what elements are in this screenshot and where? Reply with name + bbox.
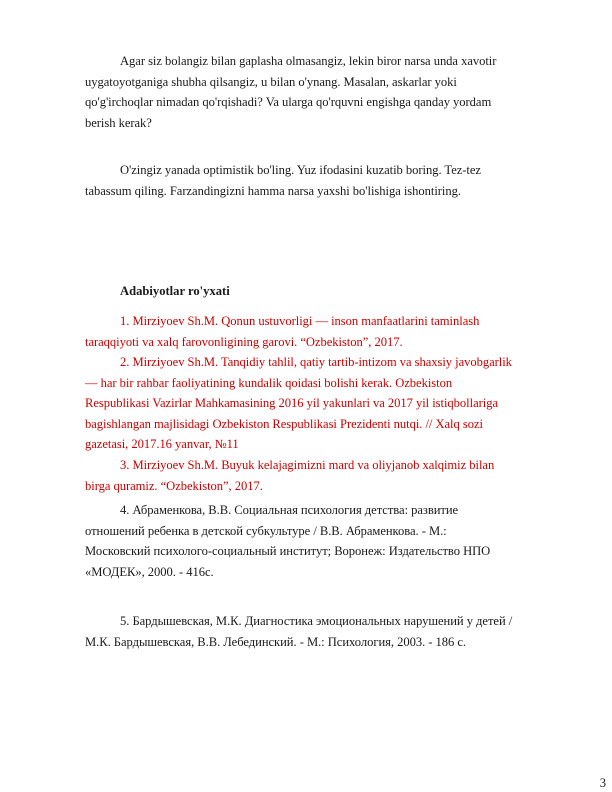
reference-line: bagishlangan majlisidagi Ozbekiston Respublikasi Prezidenti nutqi. // Xalq sozi xyxy=(85,416,483,431)
reference-item-5 xyxy=(85,611,565,652)
reference-line: Respublikasi Vazirlar Mahkamasining 2016 yil yakunlari va 2017 yil istiqbollariga xyxy=(85,396,498,410)
reference-line: 2. Mirziyoev Sh.M. Tanqidiy tahlil, qatiy tartib-intizom va shaxsiy javobgarlik xyxy=(120,355,512,369)
reference-line: 4. Абраменкова, В.В. Социальная психология детства: развитие xyxy=(120,503,459,517)
reference-line: — har bir rahbar faoliyatining kundalik qoidasi bolishi kerak. Ozbekiston xyxy=(85,375,453,390)
text-line: O'zingiz yanada optimistik bo'ling. Yuz ifodasini kuzatib boring. Tez-tez xyxy=(120,163,481,177)
reference-item-3 xyxy=(85,455,565,496)
body-paragraph-1 xyxy=(85,51,565,133)
text-line: uygatoyotganiga shubha qilsangiz, u bilan o'ynang. Masalan, askarlar yoki xyxy=(85,74,457,89)
text-line: berish kerak? xyxy=(85,115,152,130)
text-line: Agar siz bolangiz bilan gaplasha olmasangiz, lekin biror narsa unda xavotir xyxy=(120,54,497,68)
reference-line: 1. Mirziyoev Sh.M. Qonun ustuvorligi — inson manfaatlarini taminlash xyxy=(120,314,480,328)
reference-line: Московский психолого-социальный институт; Воронеж: Издательство НПО xyxy=(85,544,491,558)
page-number: 3 xyxy=(599,776,606,790)
reference-item-1 xyxy=(85,311,565,352)
text-line: tabassum qiling. Farzandingizni hamma narsa yaxshi bo'lishiga ishontiring. xyxy=(85,183,461,198)
body-paragraph-2 xyxy=(85,160,565,201)
reference-line: отношений ребенка в детской субкультуре / В.В. Абраменкова. - М.: xyxy=(85,523,447,538)
reference-line: gazetasi, 2017.16 yanvar, №11 xyxy=(85,437,239,451)
reference-line: birga quramiz. “Ozbekiston”, 2017. xyxy=(85,478,263,493)
reference-line: taraqqiyoti va xalq farovonligining garovi. “Ozbekiston”, 2017. xyxy=(85,334,403,349)
reference-item-4 xyxy=(85,500,565,582)
references-heading: Adabiyotlar ro'yxati xyxy=(120,284,230,298)
reference-line: 5. Бардышевская, М.К. Диагностика эмоциональных нарушений у детей / xyxy=(120,614,513,628)
reference-line: М.К. Бардышевская, В.В. Лебединский. - М.: Психология, 2003. - 186 с. xyxy=(85,634,466,649)
reference-item-2 xyxy=(85,352,565,455)
text-line: qo'g'irchoqlar nimadan qo'rqishadi? Va ularga qo'rquvni engishga qanday yordam xyxy=(85,95,492,109)
reference-line: «МОДЕК», 2000. - 416с. xyxy=(85,564,214,579)
reference-line: 3. Mirziyoev Sh.M. Buyuk kelajagimizni mard va oliyjanob xalqimiz bilan xyxy=(120,458,495,472)
